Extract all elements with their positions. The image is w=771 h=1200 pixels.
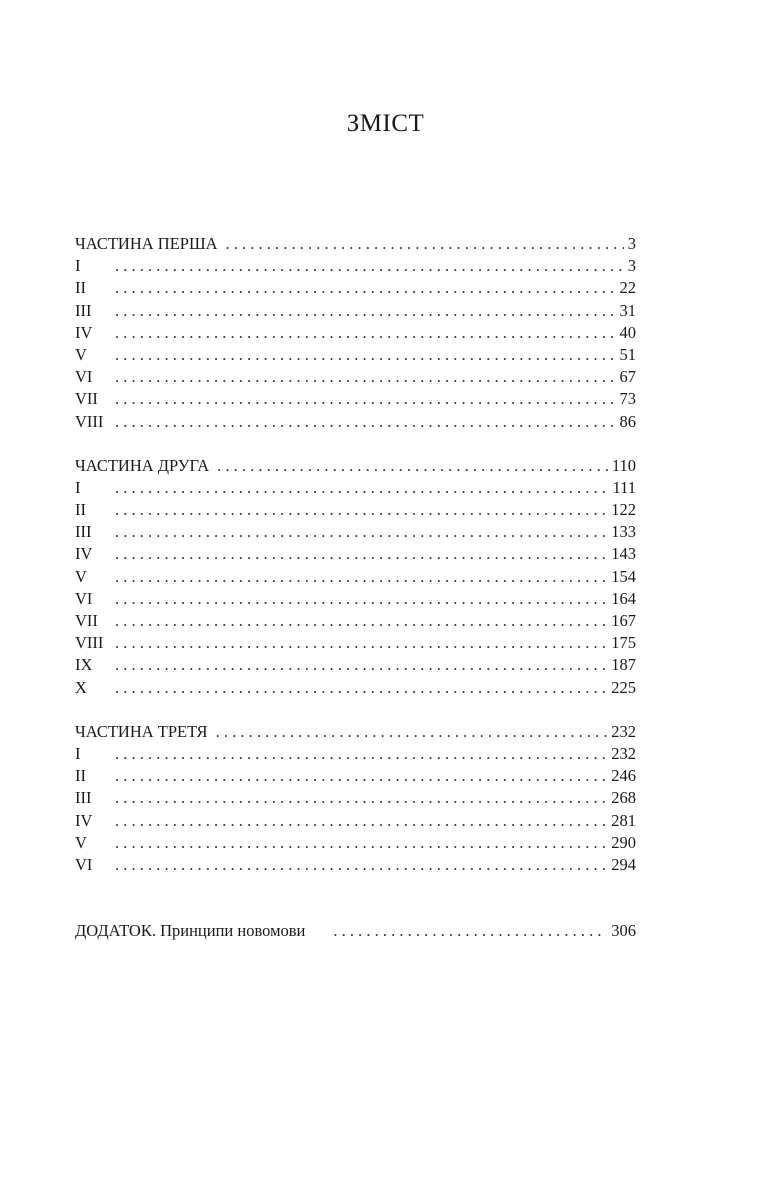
toc-page-number: 40 <box>619 322 636 342</box>
toc-section-part-2 <box>75 455 636 699</box>
toc-chapter-row <box>75 366 636 388</box>
toc-chapter-row <box>75 654 636 676</box>
toc-chapter-row <box>75 388 636 410</box>
toc-chapter-label: VII <box>75 611 98 630</box>
toc-chapter-row <box>75 499 636 521</box>
toc-part-label: ЧАСТИНА ДРУГА <box>75 455 210 475</box>
toc-chapter-label: I <box>75 743 81 763</box>
toc-page-number: 232 <box>611 721 636 741</box>
leader-dots <box>115 366 616 388</box>
leader-dots <box>115 322 616 344</box>
leader-dots <box>115 677 607 699</box>
leader-dots <box>115 588 607 610</box>
toc-chapter-row <box>75 854 636 876</box>
toc-chapter-label: V <box>75 832 87 852</box>
leader-dots <box>216 721 608 743</box>
leader-dots <box>115 543 607 565</box>
toc-chapter-row <box>75 477 636 499</box>
toc-chapter-row <box>75 411 636 433</box>
leader-dots <box>115 765 607 787</box>
toc-chapter-label: II <box>75 766 86 786</box>
toc-page-number: 122 <box>611 500 636 520</box>
toc-page-number: 110 <box>611 455 636 475</box>
toc-section-part-1 <box>75 233 636 433</box>
leader-dots <box>115 277 616 299</box>
toc-page-number: 175 <box>611 633 636 653</box>
toc-page-number: 3 <box>627 256 636 276</box>
toc-page-number: 167 <box>611 611 636 630</box>
toc-chapter-row <box>75 765 636 787</box>
toc-page-number: 290 <box>611 832 636 852</box>
leader-dots <box>115 610 607 632</box>
leader-dots <box>115 787 607 809</box>
toc-page-number: 73 <box>619 389 636 409</box>
leader-dots <box>115 477 608 499</box>
toc-chapter-row <box>75 610 636 632</box>
toc-chapter-row <box>75 743 636 765</box>
toc-part-label: ЧАСТИНА ТРЕТЯ <box>75 721 208 741</box>
toc-chapter-row <box>75 543 636 565</box>
toc-page-number: 306 <box>611 921 636 941</box>
leader-dots <box>115 300 616 322</box>
toc-page-number: 67 <box>619 367 636 387</box>
leader-dots <box>115 632 607 654</box>
toc-chapter-label: VII <box>75 389 98 409</box>
toc-page-number: 232 <box>611 743 636 763</box>
toc-appendix-label: ДОДАТОК. Принципи новомови <box>75 921 306 941</box>
toc-page-number: 225 <box>611 677 636 697</box>
toc-page-number: 281 <box>611 810 636 830</box>
toc-part-heading <box>75 721 636 743</box>
toc-chapter-row <box>75 588 636 610</box>
toc-page-number: 294 <box>611 854 636 874</box>
toc-chapter-row <box>75 810 636 832</box>
toc-chapter-label: IV <box>75 810 93 830</box>
toc-page-number: 143 <box>611 544 636 564</box>
toc-chapter-row <box>75 521 636 543</box>
toc-chapter-label: III <box>75 522 92 542</box>
toc-chapter-row <box>75 832 636 854</box>
toc-page-number: 154 <box>611 566 636 586</box>
toc-chapter-row <box>75 632 636 654</box>
toc-chapter-row <box>75 277 636 299</box>
toc-chapter-label: VIII <box>75 411 104 431</box>
toc-page-number: 111 <box>612 477 636 497</box>
toc-page-number: 246 <box>611 766 636 786</box>
toc-chapter-row <box>75 787 636 809</box>
toc-chapter-label: VI <box>75 854 93 874</box>
toc-part-heading <box>75 455 636 477</box>
leader-dots <box>115 743 607 765</box>
toc-chapter-label: VI <box>75 367 93 387</box>
toc-part-label: ЧАСТИНА ПЕРША <box>75 234 218 253</box>
toc-chapter-label: V <box>75 566 87 586</box>
toc-page-number: 164 <box>611 588 636 608</box>
toc-chapter-row <box>75 322 636 344</box>
toc-chapter-row <box>75 255 636 277</box>
table-of-contents <box>75 233 636 942</box>
toc-page-number: 133 <box>611 522 636 542</box>
toc-section-appendix <box>75 920 636 942</box>
toc-page-number: 31 <box>619 300 636 320</box>
leader-dots <box>115 832 607 854</box>
leader-dots <box>217 455 608 477</box>
toc-chapter-row <box>75 677 636 699</box>
toc-chapter-row <box>75 566 636 588</box>
toc-section-part-3 <box>75 721 636 876</box>
leader-dots <box>333 920 607 942</box>
leader-dots <box>115 344 616 366</box>
toc-page-number: 3 <box>627 234 636 253</box>
toc-part-heading <box>75 233 636 255</box>
toc-chapter-label: IV <box>75 544 93 564</box>
leader-dots <box>115 499 607 521</box>
toc-chapter-label: I <box>75 256 81 276</box>
toc-chapter-label: II <box>75 278 86 298</box>
toc-chapter-label: II <box>75 500 86 520</box>
page-title: ЗМІСТ <box>346 110 425 137</box>
toc-chapter-label: IX <box>75 655 93 675</box>
toc-page-number: 86 <box>619 411 636 431</box>
toc-chapter-label: III <box>75 300 92 320</box>
toc-chapter-row <box>75 344 636 366</box>
toc-appendix-row <box>75 920 636 942</box>
leader-dots <box>115 388 616 410</box>
toc-page-number: 51 <box>619 344 636 364</box>
leader-dots <box>115 854 607 876</box>
leader-dots <box>115 654 607 676</box>
toc-chapter-label: V <box>75 344 87 364</box>
toc-chapter-label: I <box>75 477 81 497</box>
toc-page-number: 268 <box>611 788 636 808</box>
leader-dots <box>115 810 607 832</box>
toc-chapter-label: VI <box>75 588 93 608</box>
toc-page-number: 187 <box>611 655 636 675</box>
toc-chapter-label: IV <box>75 322 93 342</box>
toc-chapter-label: VIII <box>75 633 104 653</box>
leader-dots <box>115 521 607 543</box>
leader-dots <box>115 566 607 588</box>
toc-chapter-label: III <box>75 788 92 808</box>
leader-dots <box>115 255 624 277</box>
toc-chapter-label: X <box>75 677 87 697</box>
toc-chapter-row <box>75 300 636 322</box>
leader-dots <box>226 233 624 255</box>
toc-page-number: 22 <box>619 278 636 298</box>
leader-dots <box>115 411 616 433</box>
